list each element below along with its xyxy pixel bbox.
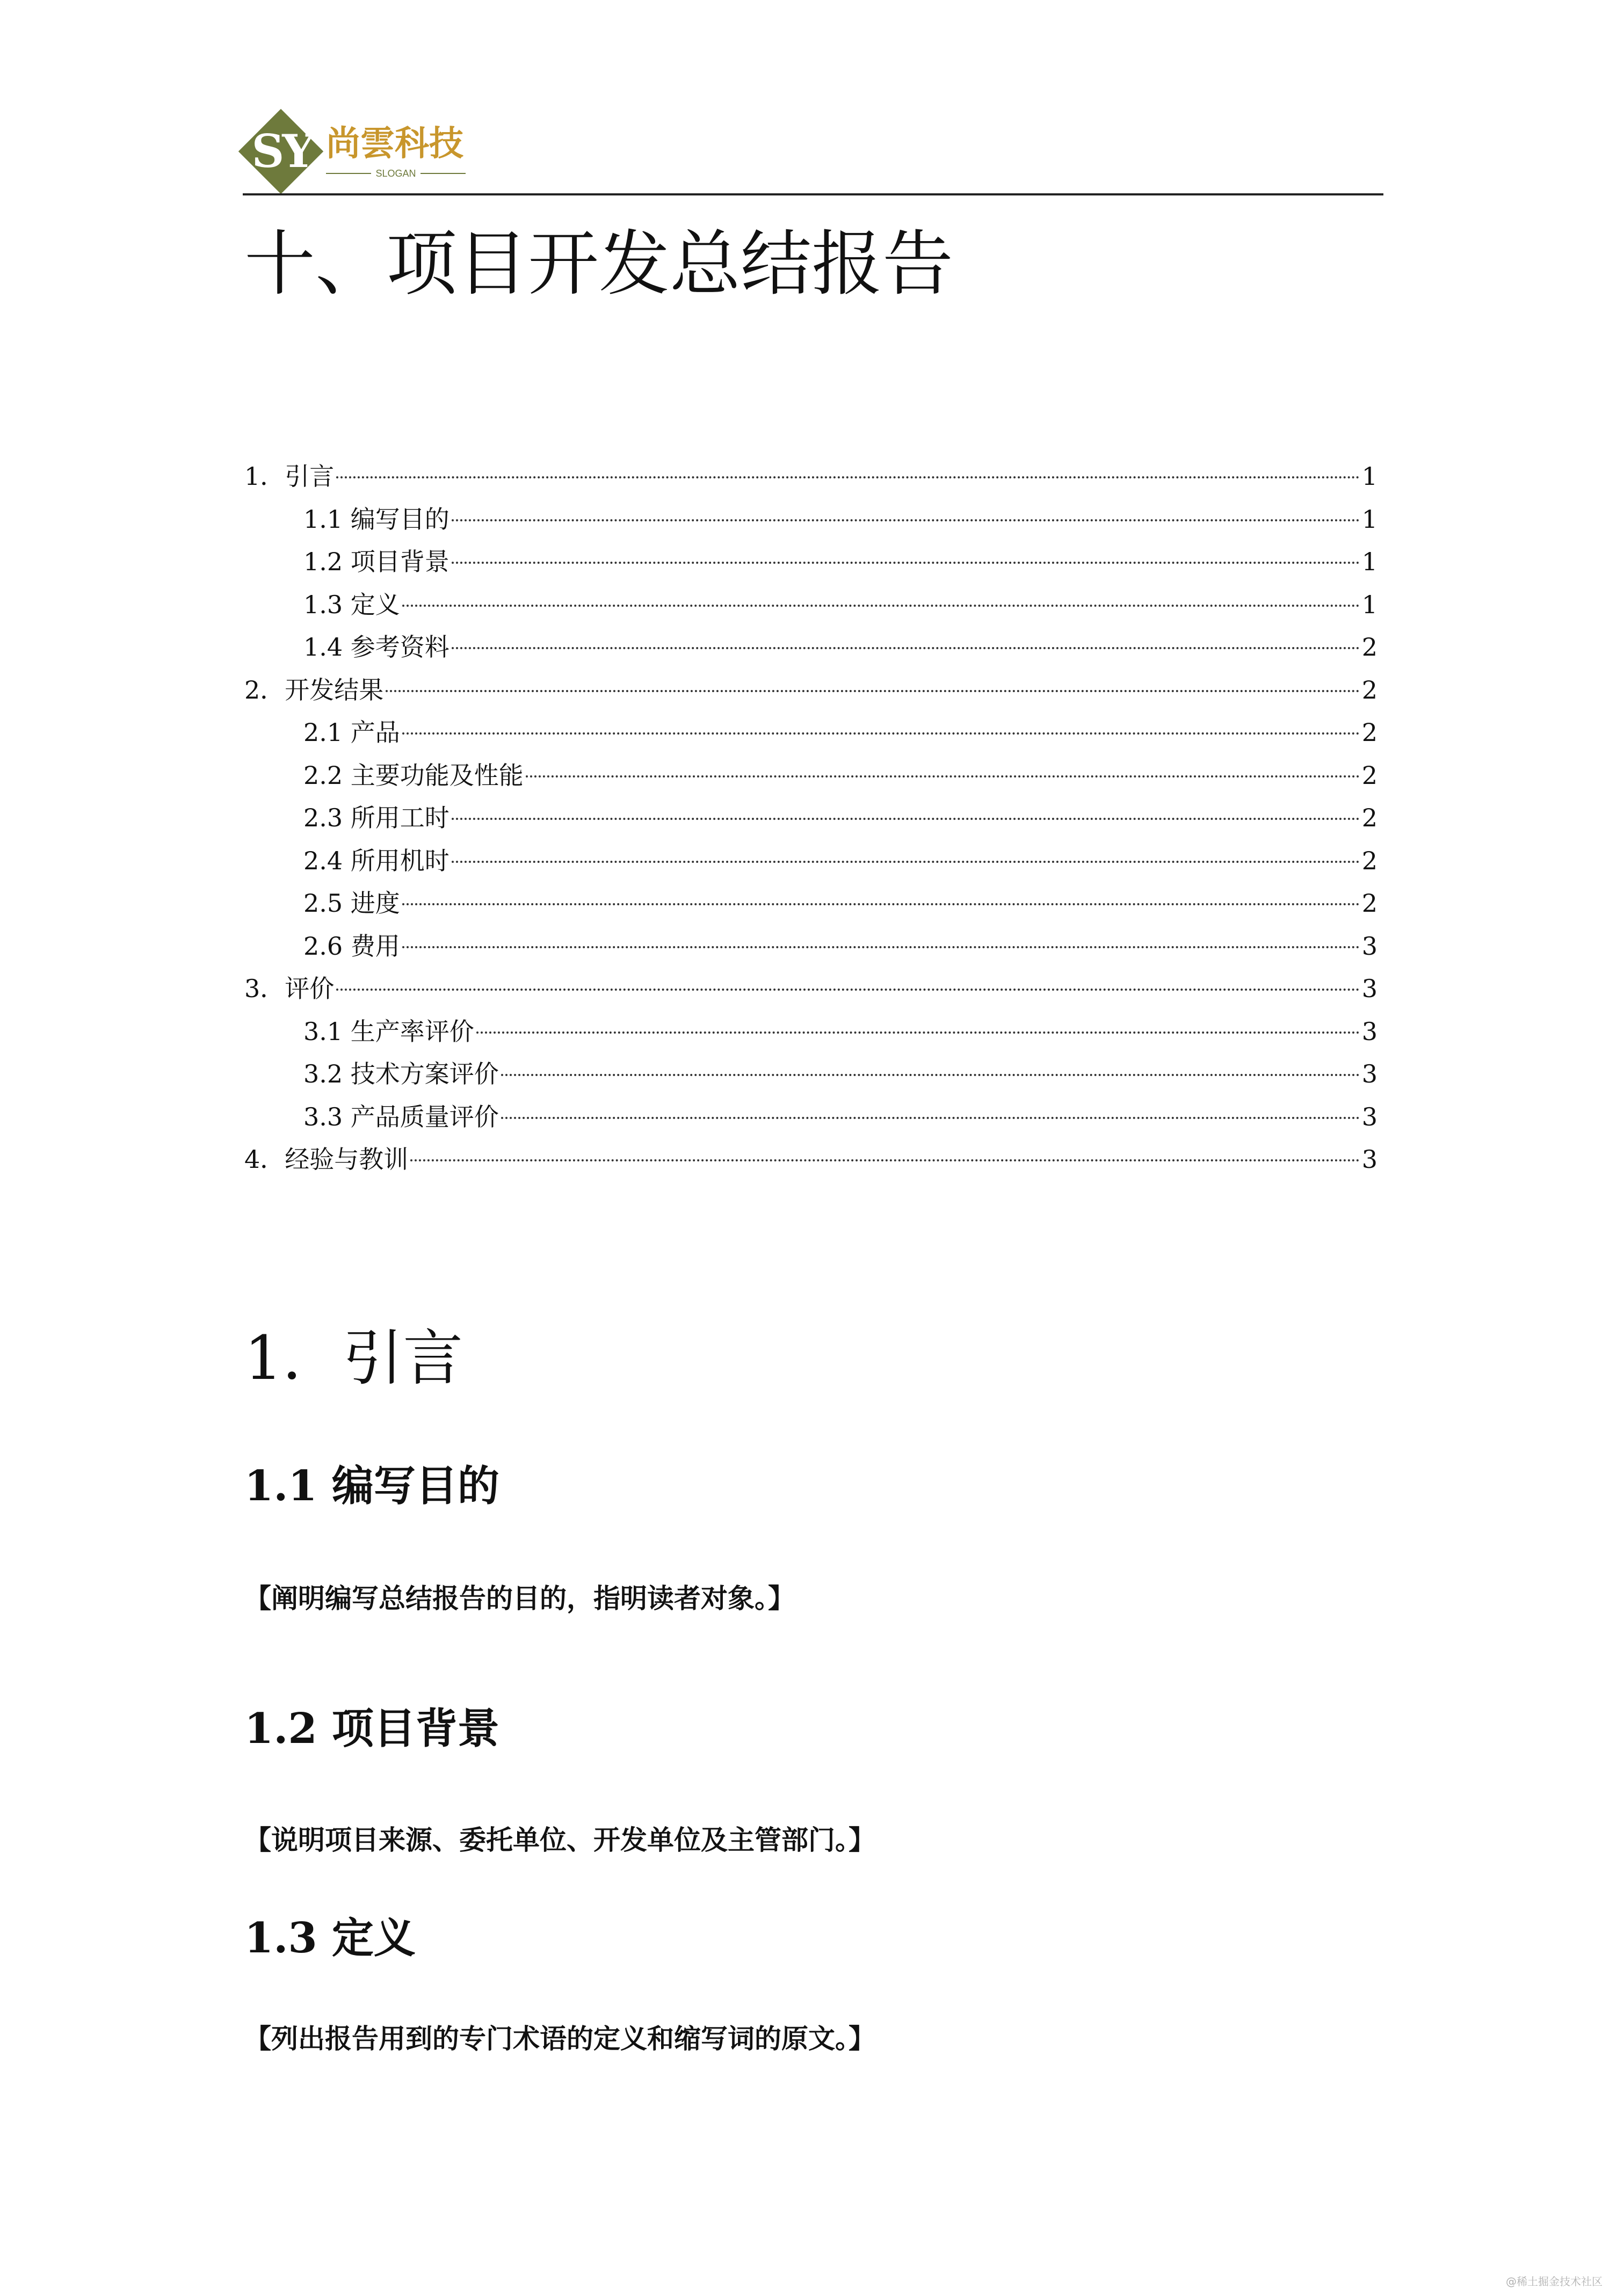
toc-entry[interactable] bbox=[244, 626, 1378, 669]
toc-dot-leader bbox=[402, 732, 1360, 735]
toc-dot-leader bbox=[402, 605, 1360, 607]
subsection-heading-definitions: 1.3 定义 bbox=[244, 1914, 416, 1963]
toc-entry[interactable] bbox=[244, 840, 1378, 883]
toc-dot-leader bbox=[501, 1074, 1360, 1076]
toc-entry[interactable] bbox=[244, 1096, 1378, 1139]
toc-entry[interactable] bbox=[244, 1011, 1378, 1053]
toc-dot-leader bbox=[452, 818, 1360, 820]
logo-company-name: 尚雲科技 bbox=[326, 124, 463, 164]
toc-dot-leader bbox=[452, 519, 1360, 521]
toc-entry-label: 1.4 参考资料 bbox=[303, 633, 450, 662]
toc-entry-page: 3 bbox=[1361, 931, 1378, 961]
toc-entry[interactable] bbox=[244, 455, 1378, 498]
toc-entry-page: 2 bbox=[1361, 889, 1378, 918]
toc-entry-page: 1 bbox=[1361, 547, 1378, 576]
toc-dot-leader bbox=[452, 861, 1360, 863]
toc-entry-page: 1 bbox=[1361, 462, 1378, 491]
toc-dot-leader bbox=[336, 476, 1359, 478]
toc-entry-page: 3 bbox=[1361, 1059, 1378, 1088]
company-logo bbox=[244, 117, 475, 187]
toc-dot-leader bbox=[452, 562, 1360, 564]
toc-entry-label: 2.1 产品 bbox=[303, 718, 400, 747]
paragraph-background: 【说明项目来源、委托单位、开发单位及主管部门。】 bbox=[244, 1824, 875, 1856]
section-heading-introduction: 1．引言 bbox=[244, 1324, 463, 1393]
toc-dot-leader bbox=[402, 946, 1360, 948]
paragraph-purpose: 【阐明编写总结报告的目的，指明读者对象。】 bbox=[244, 1582, 795, 1614]
toc-entry[interactable] bbox=[244, 797, 1378, 840]
toc-entry-label: 2.6 费用 bbox=[303, 931, 400, 961]
toc-entry-page: 3 bbox=[1361, 1145, 1378, 1174]
toc-entry[interactable] bbox=[244, 711, 1378, 754]
toc-entry-page: 2 bbox=[1361, 675, 1378, 704]
toc-dot-leader bbox=[476, 1031, 1360, 1034]
toc-entry-label: 2.2 主要功能及性能 bbox=[303, 760, 524, 790]
toc-entry-label: 1.3 定义 bbox=[303, 590, 400, 619]
logo-slogan-text: SLOGAN bbox=[375, 168, 416, 179]
toc-dot-leader bbox=[501, 1117, 1360, 1119]
toc-entry[interactable] bbox=[244, 498, 1378, 541]
toc-entry-label: 1.1 编写目的 bbox=[303, 504, 450, 534]
toc-entry-page: 2 bbox=[1361, 803, 1378, 832]
toc-entry-label: 1.2 项目背景 bbox=[303, 547, 450, 576]
slogan-rule-right bbox=[421, 173, 466, 174]
toc-entry[interactable] bbox=[244, 1138, 1378, 1181]
toc-entry-label: 3．评价 bbox=[244, 974, 335, 1003]
toc-entry[interactable] bbox=[244, 1053, 1378, 1096]
toc-dot-leader bbox=[386, 690, 1359, 692]
toc-entry-label: 2．开发结果 bbox=[244, 675, 384, 704]
toc-dot-leader bbox=[336, 989, 1359, 991]
logo-mark: SY bbox=[251, 125, 313, 178]
toc-entry-label: 3.3 产品质量评价 bbox=[303, 1102, 499, 1131]
toc-entry-page: 1 bbox=[1361, 504, 1378, 534]
subsection-heading-purpose: 1.1 编写目的 bbox=[244, 1462, 499, 1510]
toc-entry-label: 3.2 技术方案评价 bbox=[303, 1059, 499, 1088]
toc-entry[interactable] bbox=[244, 754, 1378, 797]
toc-entry-page: 2 bbox=[1361, 760, 1378, 790]
toc-dot-leader bbox=[452, 647, 1360, 649]
toc-entry-page: 2 bbox=[1361, 633, 1378, 662]
toc-dot-leader bbox=[402, 903, 1360, 905]
toc-entry-label: 2.4 所用机时 bbox=[303, 846, 450, 875]
subsection-heading-background: 1.2 项目背景 bbox=[244, 1704, 499, 1753]
toc-entry-label: 3.1 生产率评价 bbox=[303, 1016, 474, 1046]
toc-entry-page: 2 bbox=[1361, 846, 1378, 875]
toc-dot-leader bbox=[526, 775, 1360, 778]
toc-dot-leader bbox=[410, 1159, 1359, 1161]
toc-entry[interactable] bbox=[244, 541, 1378, 584]
toc-entry-page: 3 bbox=[1361, 1102, 1378, 1131]
toc-entry[interactable] bbox=[244, 925, 1378, 968]
logo-slogan bbox=[326, 168, 466, 179]
toc-entry-label: 4．经验与教训 bbox=[244, 1145, 409, 1174]
toc-entry-label: 2.5 进度 bbox=[303, 889, 400, 918]
toc-entry[interactable] bbox=[244, 669, 1378, 712]
paragraph-definitions: 【列出报告用到的专门术语的定义和缩写词的原文。】 bbox=[244, 2023, 875, 2054]
toc-entry-page: 2 bbox=[1361, 718, 1378, 747]
document-title: 十、项目开发总结报告 bbox=[244, 223, 953, 306]
toc-entry[interactable] bbox=[244, 882, 1378, 925]
table-of-contents bbox=[244, 455, 1378, 1181]
toc-entry-label: 1．引言 bbox=[244, 462, 335, 491]
toc-entry[interactable] bbox=[244, 968, 1378, 1011]
toc-entry[interactable] bbox=[244, 584, 1378, 627]
toc-entry-page: 1 bbox=[1361, 590, 1378, 619]
toc-entry-page: 3 bbox=[1361, 974, 1378, 1003]
watermark: @稀土掘金技术社区 bbox=[1506, 2275, 1603, 2288]
header-divider bbox=[243, 193, 1383, 195]
toc-entry-page: 3 bbox=[1361, 1016, 1378, 1046]
slogan-rule-left bbox=[326, 173, 371, 174]
toc-entry-label: 2.3 所用工时 bbox=[303, 803, 450, 832]
